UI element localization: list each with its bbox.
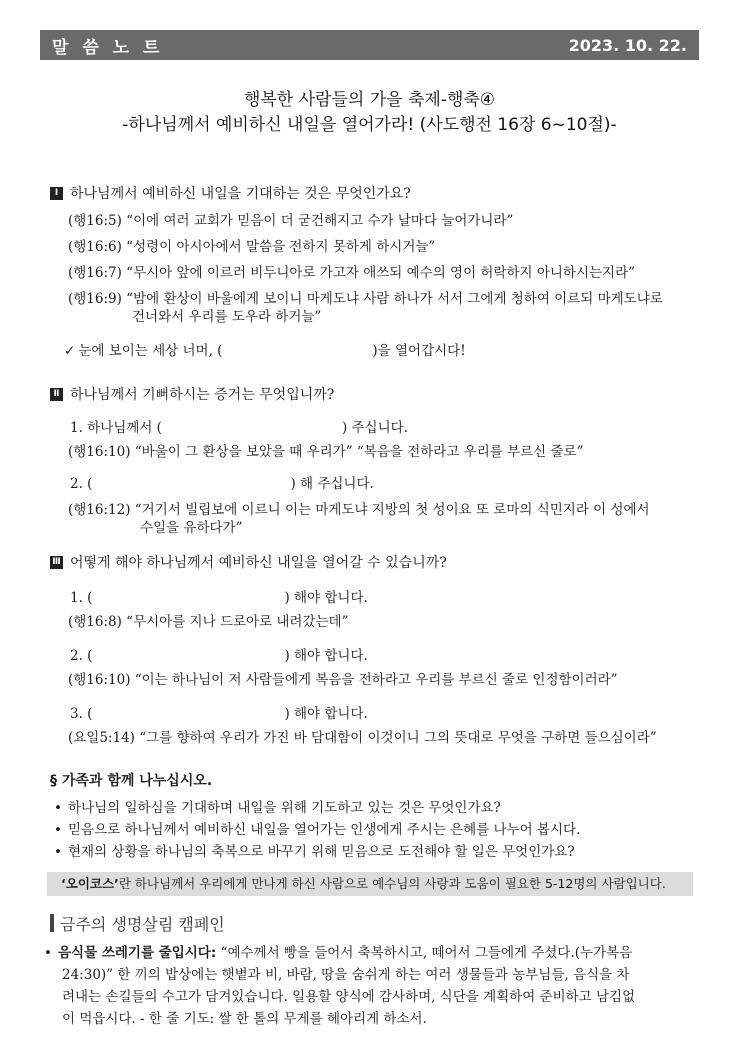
checkmark-icon: ✓ bbox=[64, 343, 76, 359]
verse-line-continuation: 건너와서 우리를 도우라 하거늘” bbox=[132, 309, 322, 325]
title-line-1: 행복한 사람들의 가을 축제-행축④ bbox=[243, 90, 496, 110]
answer-line bbox=[70, 586, 368, 606]
item-prefix: 2. ( bbox=[70, 648, 93, 664]
verse-line: (행16:10) “이는 하나님이 저 사람들에게 복음을 전하라고 우리를 부르신 줄로 인정함이러라” bbox=[68, 672, 618, 688]
verse-line: (행16:5) “이에 여러 교회가 믿음이 더 굳건해지고 수가 날마다 늘어가니라” bbox=[68, 213, 514, 229]
campaign-line-2: 24:30)” 한 끼의 밥상에는 햇볕과 비, 바람, 땅을 숨쉬게 하는 여러 생물들과 농부님들, 음식을 차 bbox=[62, 967, 630, 983]
heading-bar-icon bbox=[50, 914, 54, 932]
bullet-icon: • bbox=[54, 844, 62, 860]
section-3-heading-text: 어떻게 해야 하나님께서 예비하신 내일을 열어갈 수 있습니까? bbox=[70, 555, 447, 571]
campaign-heading-text: 금주의 생명살림 캠페인 bbox=[60, 914, 225, 934]
campaign-line-3: 려내는 손길들의 수고가 담겨있습니다. 일용할 양식에 감사하며, 식단을 계획하여 준비하고 남김없 bbox=[62, 989, 636, 1005]
section-1 bbox=[50, 183, 700, 363]
verse-line: (요일5:14) “그를 향하여 우리가 가진 바 담대함이 이것이니 그의 뜻대로 무엇을 구하면 들으심이라” bbox=[68, 730, 657, 746]
item-suffix: ) 해야 합니다. bbox=[284, 590, 368, 606]
section-2-heading-text: 하나님께서 기뻐하시는 증거는 무엇입니까? bbox=[70, 387, 335, 403]
section-1-heading bbox=[50, 183, 700, 203]
section-1-heading-text: 하나님께서 예비하신 내일을 기대하는 것은 무엇인가요? bbox=[70, 186, 411, 202]
list-item bbox=[54, 797, 580, 819]
list-item-text: 현재의 상황을 하나님의 축복으로 바꾸기 위해 믿음으로 도전해야 할 일은 무엇인가요? bbox=[68, 844, 575, 860]
bullet-icon: • bbox=[54, 822, 62, 838]
share-heading: § 가족과 함께 나누십시오. bbox=[50, 773, 213, 789]
campaign-text: “예수께서 빵을 들어서 축복하시고, 떼어서 그들에게 주셨다.(누가복음 bbox=[216, 945, 633, 961]
verse-line: (행16:8) “무시아를 지나 드로아로 내려갔는데” bbox=[68, 614, 349, 630]
verse-line: (행16:12) “거기서 빌립보에 이르니 이는 마게도냐 지방의 첫 성이요 또 로마의 식민지라 이 성에서 bbox=[68, 502, 650, 518]
check-line bbox=[64, 339, 466, 359]
section-2 bbox=[50, 384, 700, 544]
bullet-icon: • bbox=[44, 945, 52, 961]
check-suffix: )을 열어갑시다! bbox=[372, 343, 466, 359]
verse-line: (행16:6) “성령이 아시아에서 말씀을 전하지 못하게 하시거늘” bbox=[68, 239, 436, 255]
item-prefix: 2. ( bbox=[70, 476, 93, 492]
roman-numeral-3: Ⅲ bbox=[50, 556, 63, 569]
list-item bbox=[54, 819, 580, 841]
verse-line: (행16:10) “바울이 그 환상을 보았을 때 우리가” “복음을 전하라고 우리를 부르신 줄로” bbox=[68, 444, 584, 460]
answer-line bbox=[70, 702, 368, 722]
roman-numeral-2: Ⅱ bbox=[50, 388, 63, 401]
oikos-term: ‘오이코스’ bbox=[61, 876, 119, 891]
sermon-title bbox=[40, 88, 699, 138]
share-list bbox=[54, 797, 580, 863]
item-suffix: ) 해야 합니다. bbox=[284, 706, 368, 722]
section-2-heading bbox=[50, 384, 700, 404]
check-prefix: 눈에 보이는 세상 너머, ( bbox=[78, 343, 223, 359]
roman-numeral-1: Ⅰ bbox=[50, 187, 63, 200]
verse-line: (행16:7) “무시아 앞에 이르러 비두니아로 가고자 애쓰되 예수의 영이 허락하지 아니하시는지라” bbox=[68, 265, 636, 281]
oikos-text: 란 하나님께서 우리에게 만나게 하신 사람으로 예수님의 사랑과 도움이 필요한 5-12명의 사람입니다. bbox=[118, 876, 666, 891]
answer-line bbox=[70, 472, 374, 492]
list-item-text: 하나님의 일하심을 기대하며 내일을 위해 기도하고 있는 것은 무엇인가요? bbox=[68, 800, 501, 816]
item-prefix: 3. ( bbox=[70, 706, 93, 722]
list-item bbox=[54, 841, 580, 863]
header-title: 말 씀 노 트 bbox=[52, 37, 164, 58]
verse-line: (행16:9) “밤에 환상이 바울에게 보이니 마게도냐 사람 하나가 서서 그에게 청하여 이르되 마게도냐로 bbox=[68, 291, 663, 307]
oikos-note bbox=[47, 872, 693, 896]
campaign-lead: 음식물 쓰레기를 줄입시다: bbox=[58, 945, 217, 961]
section-3-heading bbox=[50, 552, 700, 572]
section-3 bbox=[50, 552, 700, 752]
campaign-line-1 bbox=[44, 942, 694, 964]
answer-line bbox=[70, 416, 408, 436]
item-suffix: ) 주십니다. bbox=[341, 420, 408, 436]
item-suffix: ) 해야 합니다. bbox=[284, 648, 368, 664]
verse-line-continuation: 수일을 유하다가” bbox=[140, 520, 243, 536]
item-prefix: 1. ( bbox=[70, 590, 93, 606]
header-bar bbox=[40, 30, 699, 60]
campaign-body bbox=[44, 942, 694, 1030]
item-prefix: 1. 하나님께서 ( bbox=[70, 420, 162, 436]
campaign-line-4: 이 먹읍시다. - 한 줄 기도: 쌀 한 톨의 무게를 헤아리게 하소서. bbox=[62, 1011, 427, 1027]
campaign-heading bbox=[50, 912, 225, 934]
item-suffix: ) 해 주십니다. bbox=[290, 476, 374, 492]
list-item-text: 믿음으로 하나님께서 예비하신 내일을 열어가는 인생에게 주시는 은혜를 나누어 봅시다. bbox=[68, 822, 581, 838]
bullet-icon: • bbox=[54, 800, 62, 816]
answer-line bbox=[70, 644, 368, 664]
title-line-2: -하나님께서 예비하신 내일을 열어가라! (사도행전 16장 6~10절)- bbox=[122, 115, 617, 135]
header-date: 2023. 10. 22. bbox=[568, 35, 687, 55]
